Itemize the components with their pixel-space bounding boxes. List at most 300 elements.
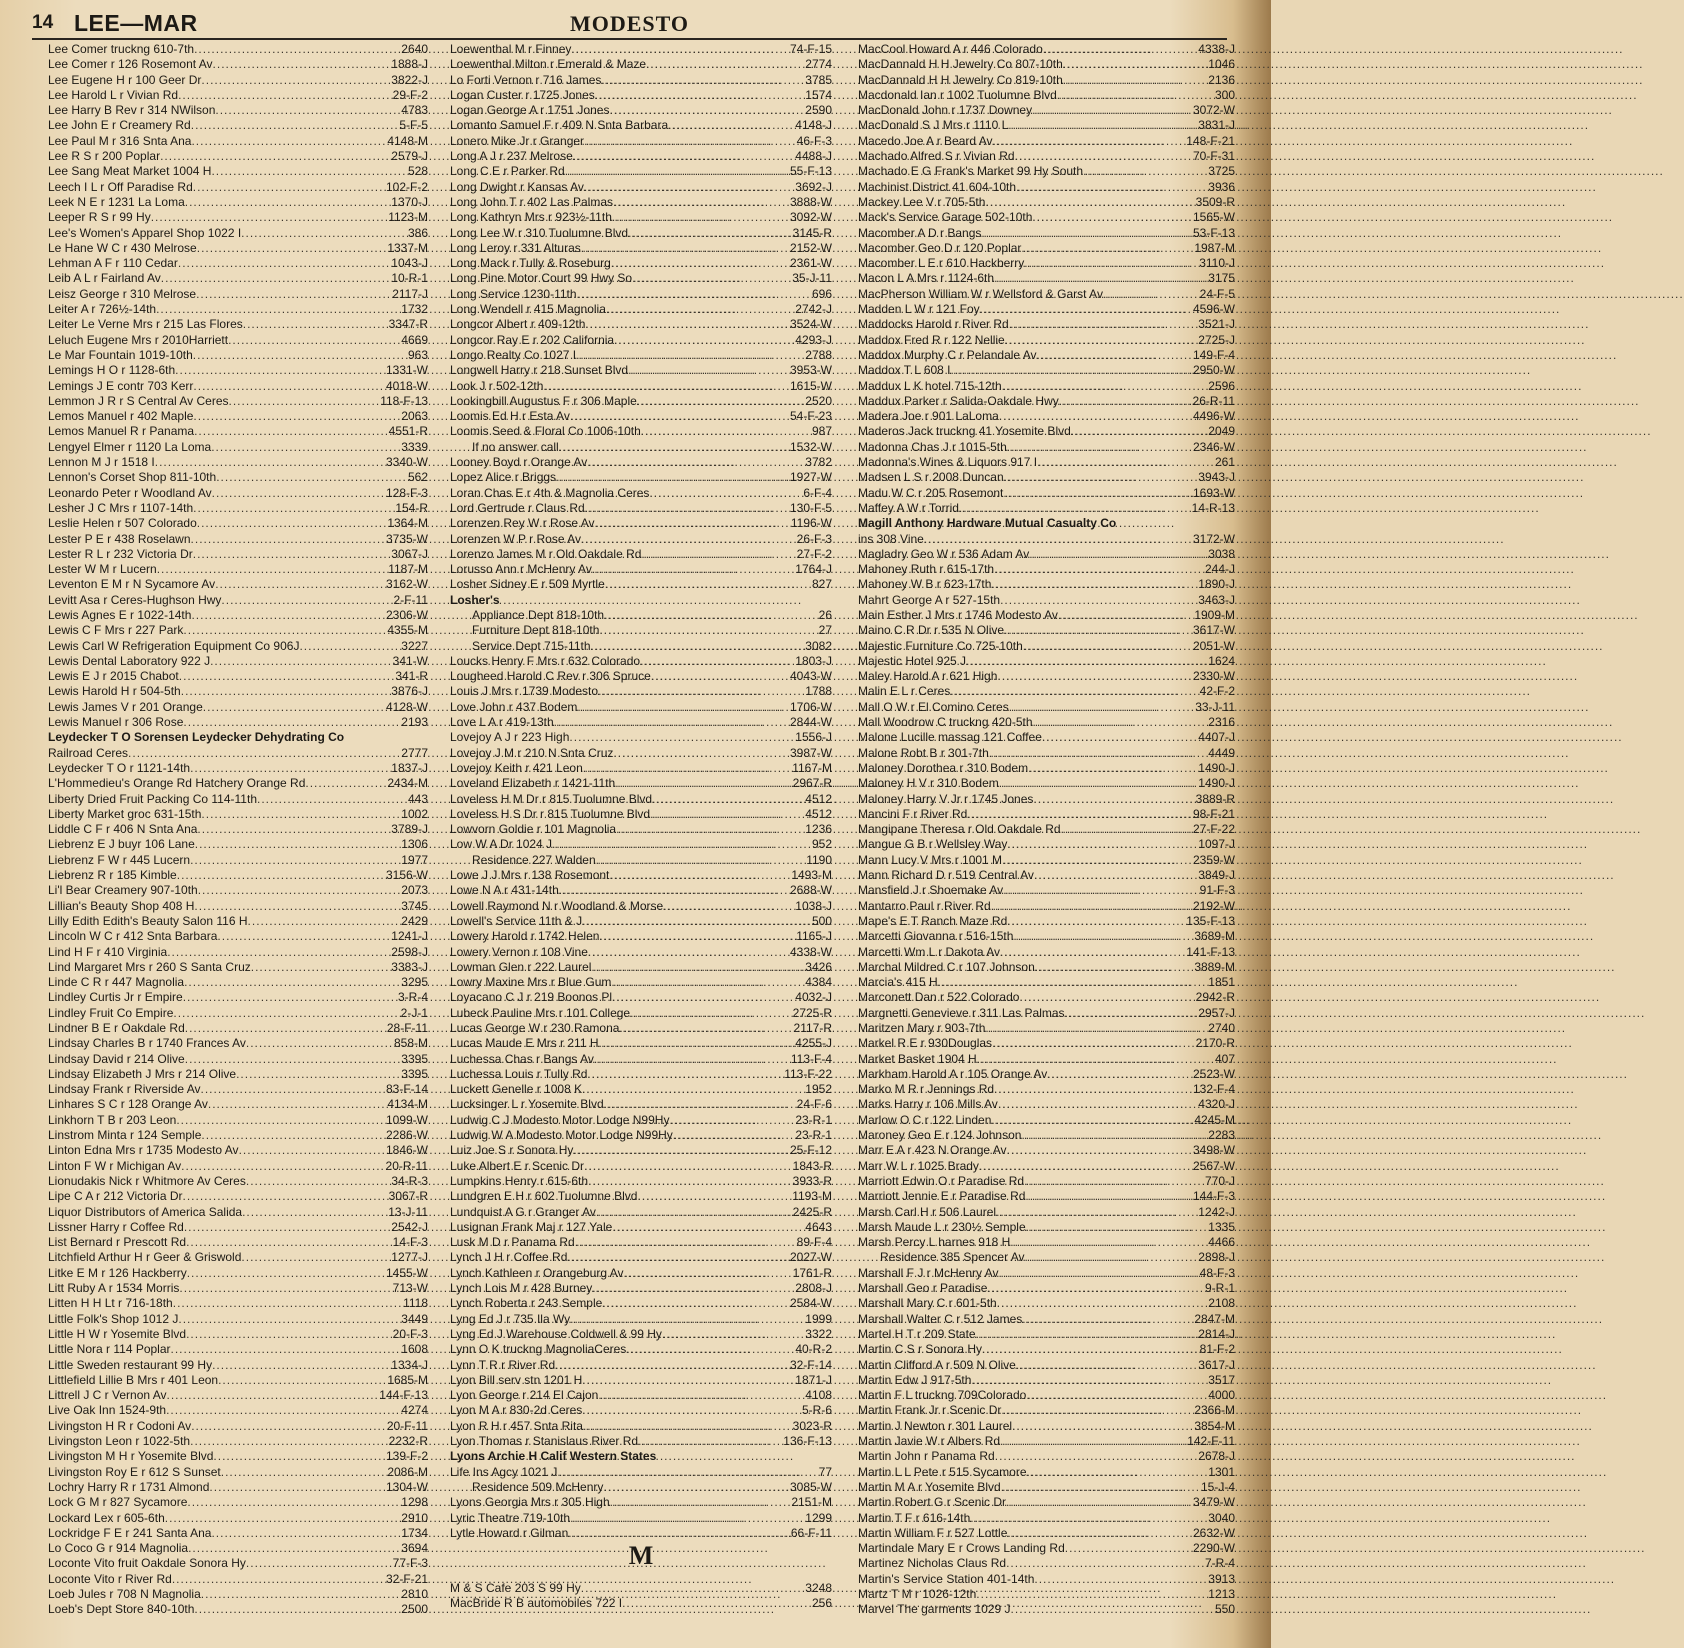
leader-dots [641,547,795,562]
leader-dots [663,899,794,914]
phone-number: 987 [811,424,832,439]
leader-dots [997,1296,1208,1311]
phone-number: 2847-M [1194,1311,1235,1326]
listing-name: Linkhorn T B r 203 Leon [48,1112,177,1127]
phone-number: 3617-J [1198,1357,1235,1372]
listing-entry [858,164,1235,179]
listing-entry [450,1419,832,1434]
leader-dots [246,1556,392,1571]
phone-number: 2136 [1208,72,1235,87]
listing-entry [858,470,1235,485]
leader-dots [1010,1235,1207,1250]
phone-number: 3067-R [388,1189,428,1204]
listing-entry [450,700,832,715]
leader-dots [181,1159,384,1174]
leader-dots [628,226,792,241]
listing-entry [858,547,1235,562]
phone-number: 827 [811,577,832,592]
listing-name: MacDannald H H Jewelry Co 819-10th [858,72,1063,87]
phone-number: 14-F-3 [392,1235,428,1250]
listing-entry [450,486,832,501]
listing-name: Logan Custer r 1725 Jones [450,87,595,102]
phone-number: 261 [1214,455,1235,470]
listing-name: Martin Edw J 917-5th [858,1372,972,1387]
listing-name: Lemings H O r 1128-6th [48,363,176,378]
listing-entry [48,1480,428,1495]
leader-dots [1004,623,1192,638]
listing-entry [858,1143,1235,1158]
leader-dots [582,1403,801,1418]
listing-name: Low W A Dr 1024 J [450,837,553,852]
listing-name: Lo Coco G r 914 Magnolia [48,1541,189,1556]
listing-entry [450,715,832,730]
listing-entry [450,822,832,837]
phone-number: 1038-J [795,898,832,913]
leader-dots [194,1602,400,1617]
phone-number: 4032-J [795,990,832,1005]
phone-number: 2290-W [1192,1541,1235,1556]
listing-name: Mansfield J r Shoemake Av [858,883,1004,898]
listing-name: Lee Comer truckng 610-7th [48,42,195,56]
leader-dots [1037,455,1214,470]
listing-entry [48,1556,428,1571]
listing-name: Mann Lucy V Mrs r 1001 M [858,852,1003,867]
leader-dots [184,975,400,990]
leader-dots [1022,1312,1193,1327]
phone-number: 27-F-22 [1192,822,1235,837]
listing-name: Lytle Howard r Gilman [450,1525,569,1540]
listing-entry [48,1388,428,1403]
phone-number: 3822-J [391,72,428,87]
phone-number: 2542-J [391,1219,428,1234]
leader-dots [216,470,407,485]
leader-dots [213,1449,385,1464]
phone-number: 1909-M [1194,607,1235,622]
listing-entry [48,1449,428,1464]
listing-entry [450,379,832,394]
listing-name: Leslie Helen r 507 Colorado [48,516,197,531]
listing-name: Mall Woodrow C truckng 420-5th [858,715,1033,730]
listing-entry [450,1067,832,1082]
listing-name: Lock G M r 827 Sycamore [48,1495,188,1510]
leader-dots [573,149,795,164]
listing-entry [48,1250,428,1265]
listing-entry [858,1403,1235,1418]
leader-dots [559,883,789,898]
listing-name: Marko M R r Jennings Rd [858,1082,995,1097]
listing-name: Lennon's Corset Shop 811-10th [48,470,217,485]
listing-entry [450,1113,832,1128]
listing-name: Littlefield Lillie B Mrs r 401 Leon [48,1372,219,1387]
leader-dots [179,1281,391,1296]
leader-dots [185,1052,401,1067]
listing-name: Lyng Ed J r 735 Ila Wy [450,1311,571,1326]
leader-dots [185,1021,386,1036]
listing-name: Litke E M r 126 Hackberry [48,1265,187,1280]
leader-dots [577,700,789,715]
listing-name: Maffey A W r Torrid [858,500,959,515]
listing-entry [858,118,1235,133]
listing-entry [450,1266,832,1281]
listing-entry [450,1373,832,1388]
leader-dots [556,470,789,485]
listing-entry [48,1159,428,1174]
listing-entry [858,103,1235,118]
listing-entry [48,317,428,332]
listing-name: Madden L W r 121 Foy [858,302,980,317]
listing-entry [858,1388,1235,1403]
phone-number: 1236 [805,822,832,837]
leader-dots [614,333,794,348]
listing-entry [48,42,428,57]
listing-name: Lynn T R r River Rd [450,1357,556,1372]
phone-number: 4274 [401,1403,428,1418]
leader-dots [991,899,1192,914]
listing-name: Macomber L E r 610 Hackberry [858,256,1025,271]
leader-dots [554,715,789,730]
phone-number: 4128-W [385,699,428,714]
phone-number: 24-F-5 [1199,286,1235,301]
listing-name: Lundquist A G r Granger Av [450,1204,596,1219]
phone-number: 696 [811,286,832,301]
leader-dots [591,960,804,975]
leader-dots [172,1572,385,1587]
listing-name: Long A J r 237 Melrose [450,149,573,164]
leader-dots [1008,118,1197,133]
listing-name: Martin Clifford A r 509 N Olive [858,1357,1016,1372]
leader-dots [228,333,400,348]
phone-number: 3067-J [391,546,428,561]
leader-dots [201,807,400,822]
listing-name: Long Wendell r 415 Magnolia [450,302,606,317]
listing-entry [858,302,1235,317]
phone-number: 2086-M [387,1464,428,1479]
listing-entry [48,516,428,531]
leader-dots [1026,1388,1207,1403]
phone-number: 2151-M [791,1495,832,1510]
leader-dots [985,1021,1207,1036]
phone-number: 1764-J [795,562,832,577]
listing-name: Madera Joe r 901 LaLoma [858,409,999,424]
leader-dots [242,1205,387,1220]
listing-name: MacDannald H H Jewelry Co 807-10th [858,57,1063,72]
leader-dots [1063,57,1208,72]
leader-dots [1043,42,1198,57]
phone-number: 144-F-13 [379,1388,428,1403]
leader-dots [236,1067,400,1082]
listing-entry [858,73,1235,88]
listing-name: Loveland Elizabeth r 1421-11th [450,776,616,791]
phone-number: 32-F-21 [385,1571,428,1586]
listing-name: Lynch J H r Coffee Rd [450,1250,568,1265]
leader-dots [637,394,805,409]
listing-name: Lusk M D r Panama Rd [450,1235,575,1250]
leader-dots [565,164,789,179]
phone-number: 3889-R [1195,791,1235,806]
listing-entry [48,776,428,791]
listing-entry [48,1128,428,1143]
listing-name: MacCool Howard A r 446 Colorado [858,42,1043,56]
leader-dots [623,1266,791,1281]
phone-number: 2366-M [1194,1403,1235,1418]
listing-entry [450,593,832,608]
leader-dots [178,88,392,103]
listing-entry [858,379,1235,394]
phone-number: 130-F-5 [789,500,832,515]
listing-name: Lindsay Elizabeth J Mrs r 214 Olive [48,1066,237,1081]
listing-entry [450,914,832,929]
phone-number: 3888-W [789,194,832,209]
listing-name: Lee R S r 200 Poplar [48,149,161,164]
phone-number: 40-R-2 [795,1342,832,1357]
phone-number: 2774 [805,57,832,72]
listing-name: Lynn O K truckng MagnoliaCeres [450,1342,627,1357]
listing-name: Long C E r Parker Rd [450,164,565,179]
listing-entry [858,684,1235,699]
phone-number: 3987-W [789,745,832,760]
phone-number: 1890-J [1198,577,1235,592]
phone-number: 2678-J [1198,1449,1235,1464]
listing-name: Le Hane W C r 430 Melrose [48,240,197,255]
phone-number: 132-F-4 [1192,1082,1235,1097]
phone-number: 1196-W [790,516,832,531]
phone-number: 10-R-1 [391,271,428,286]
leader-dots [582,1082,804,1097]
listing-entry [450,1082,832,1097]
listing-entry [858,409,1235,424]
listing-name: Lynch Roberta r 243 Semple [450,1296,603,1311]
leader-dots [191,118,399,133]
phone-number: 4512 [805,791,832,806]
leader-dots [183,623,386,638]
phone-number: 5-F-5 [399,118,428,133]
leader-dots [248,914,401,929]
leader-dots [552,837,811,852]
listing-name: Luchessa Louis r Tully Rd [450,1066,588,1081]
leader-dots [967,807,1192,822]
phone-number: 2590 [805,103,832,118]
phone-number: 2027-W [789,1250,832,1265]
phone-number: 1306 [401,837,428,852]
listing-name: Macedo Joe A r Beard Av [858,133,993,148]
listing-name: Lucksinger L r Yosemite Blvd [450,1097,604,1112]
phone-number: 98-F-21 [1192,806,1235,821]
leader-dots [605,577,811,592]
listing-name: Markel R E r 930Douglas [858,1036,993,1051]
phone-number: 4134-M [387,1097,428,1112]
listing-name: Lougheed Harold C Rev r 306 Spruce [450,669,651,684]
leader-dots [186,1235,392,1250]
phone-number: 2316 [1208,715,1235,730]
listing-name: Maddocks Harold r River Rd [858,317,1009,332]
listing-entry [450,1052,832,1067]
listing-entry [858,317,1235,332]
leader-dots [1042,730,1197,745]
listing-subentry [450,623,832,638]
listing-name: Life Ins Agcy 1021 J [450,1464,558,1479]
phone-number: 3023-R [792,1418,832,1433]
listing-name: Mahrt George A r 527-15th [858,592,1001,607]
phone-number: 2523-W [1192,1066,1235,1081]
listing-name: Marriott Jennie E r Paradise Rd [858,1189,1026,1204]
listing-entry [450,654,832,669]
listing-entry [450,1526,832,1541]
phone-number: 562 [407,470,428,485]
listing-entry [858,730,1235,745]
phone-number: 3082 [805,638,832,653]
listing-entry [450,118,832,133]
listing-name: Lyons Georgia Mrs r 305 High [450,1495,610,1510]
listing-name: Leech I L r Off Paradise Rd [48,179,193,194]
leader-dots [1071,424,1208,439]
listing-entry [48,379,428,394]
phone-number: 4355-M [387,623,428,638]
leader-dots [1061,822,1192,837]
leader-dots [221,593,392,608]
listing-name: Lockridge F E r 241 Santa Ana [48,1525,212,1540]
listing-name: Majestic Furniture Co 725-10th [858,638,1023,653]
leader-dots [1065,1541,1192,1556]
leader-dots [1000,945,1185,960]
listing-name: Litten H H Lt r 716-18th [48,1296,173,1311]
listing-name: Loveless H S Dr r 815 Tuolumne Blvd [450,806,651,821]
listing-entry [450,1189,832,1204]
listing-name: Lester P E r 438 Roselawn [48,531,191,546]
listing-subentry [450,639,832,654]
listing-entry [450,164,832,179]
listing-entry [858,1327,1235,1342]
listing-name: Leib A L r Fairland Av [48,271,161,286]
phone-number: 2306-W [385,607,428,622]
phone-number: 70-F-31 [1192,149,1235,164]
leader-dots [570,1312,804,1327]
listing-entry [450,1495,832,1510]
listing-entry [450,195,832,210]
listing-entry [450,1449,832,1464]
leader-dots [980,302,1192,317]
listing-subentry [450,608,832,623]
phone-number: 528 [407,164,428,179]
listing-name: Mall O W r El Comino Ceres [858,699,1009,714]
leader-dots [581,1581,805,1596]
listing-name: Lesher J C Mrs r 1107-14th [48,500,194,515]
leader-dots [981,226,1192,241]
listing-entry [450,547,832,562]
listing-name: Margnetti Genevieve r 311 Las Palmas [858,1005,1065,1020]
listing-entry [858,1235,1235,1250]
listing-name: Lind H F r 410 Virginia [48,944,168,959]
leader-dots [632,271,791,286]
phone-number: 1335 [1208,1219,1235,1234]
listing-entry [48,210,428,225]
leader-dots [1006,1556,1204,1571]
listing-name: Mackey Lee V r 705-5th [858,194,986,209]
leader-dots [985,195,1194,210]
leader-dots [971,1373,1207,1388]
leader-dots [155,455,385,470]
leader-dots [993,134,1186,149]
phone-number: 2898-J [1198,1250,1235,1265]
leader-dots [573,1143,789,1158]
leader-dots [179,669,395,684]
listing-name: Loconte Vito r River Rd [48,1571,172,1586]
listing-name: Madu W C r 205 Rosemont [858,485,1004,500]
phone-number: 1298 [401,1495,428,1510]
listing-entry [858,1189,1235,1204]
listing-entry [48,455,428,470]
listing-entry [858,394,1235,409]
phone-number: 2051-W [1192,638,1235,653]
leader-dots [570,409,789,424]
phone-number: 2788 [805,347,832,362]
phone-number: 1615-W [789,378,832,393]
listing-name: Market Basket 1904 H [858,1051,977,1066]
listing-entry [48,302,428,317]
listing-name: Maddox Murphy C r Pelandale Av [858,347,1037,362]
listing-entry [450,180,832,195]
listing-name: Lynch Kathleen r Orangeburg Av [450,1265,624,1280]
phone-number: 1190 [806,852,832,867]
listing-entry [858,1159,1235,1174]
listing-name: Mahoney Ruth r 615-17th [858,562,995,577]
phone-number: 341-W [392,653,428,668]
leader-dots [637,1189,791,1204]
leader-dots [581,532,796,547]
leader-dots [197,516,387,531]
listing-entry [450,363,832,378]
phone-number: 2170-R [1195,1036,1235,1051]
listing-name: Leydecker T O Sorensen Leydecker Dehydrating Co [48,730,345,745]
leader-dots [211,440,400,455]
listing-entry [48,134,428,149]
phone-number: 1241-J [391,929,428,944]
leader-dots [218,1373,386,1388]
phone-number: 713-W [392,1281,428,1296]
listing-entry [48,1006,428,1021]
listing-entry [48,1067,428,1082]
listing-name: Liebrenz F W r 445 Lucern [48,852,191,867]
listing-name: M & S Cafe 203 S 99 Hy [450,1581,581,1596]
listing-entry [48,271,428,286]
listing-entry [450,1358,832,1373]
listing-name: Lorenzen W P r Rose Av [450,531,581,546]
leader-dots [1007,440,1192,455]
listing-entry [48,1587,428,1602]
listing-name: Maino C R Dr r 535 N Olive [858,623,1005,638]
leader-dots [246,1174,390,1189]
phone-number: 3953-W [789,363,832,378]
phone-number: 24-F-6 [796,1097,832,1112]
phone-number: 3040 [1208,1510,1235,1525]
leader-dots [1065,1006,1198,1021]
listing-entry [858,715,1235,730]
phone-number: 256 [811,1596,832,1611]
leader-dots [994,562,1204,577]
leader-dots [1037,348,1192,363]
listing-name: Martin C S r Sonora Hy [858,1342,983,1357]
listing-name: Marr W L r 1025 Brady [858,1158,979,1173]
phone-number: 3383-J [391,959,428,974]
phone-number: 3463-J [1198,592,1235,607]
listing-entry [48,1189,428,1204]
leader-dots [1027,1465,1208,1480]
leader-dots [628,363,789,378]
listing-name: Mancini F r River Rd [858,806,968,821]
leader-dots [165,1511,401,1526]
leader-dots [571,42,789,57]
phone-number: 3913 [1208,1571,1235,1586]
listing-name: Mahoney W B r 623-17th [858,577,992,592]
